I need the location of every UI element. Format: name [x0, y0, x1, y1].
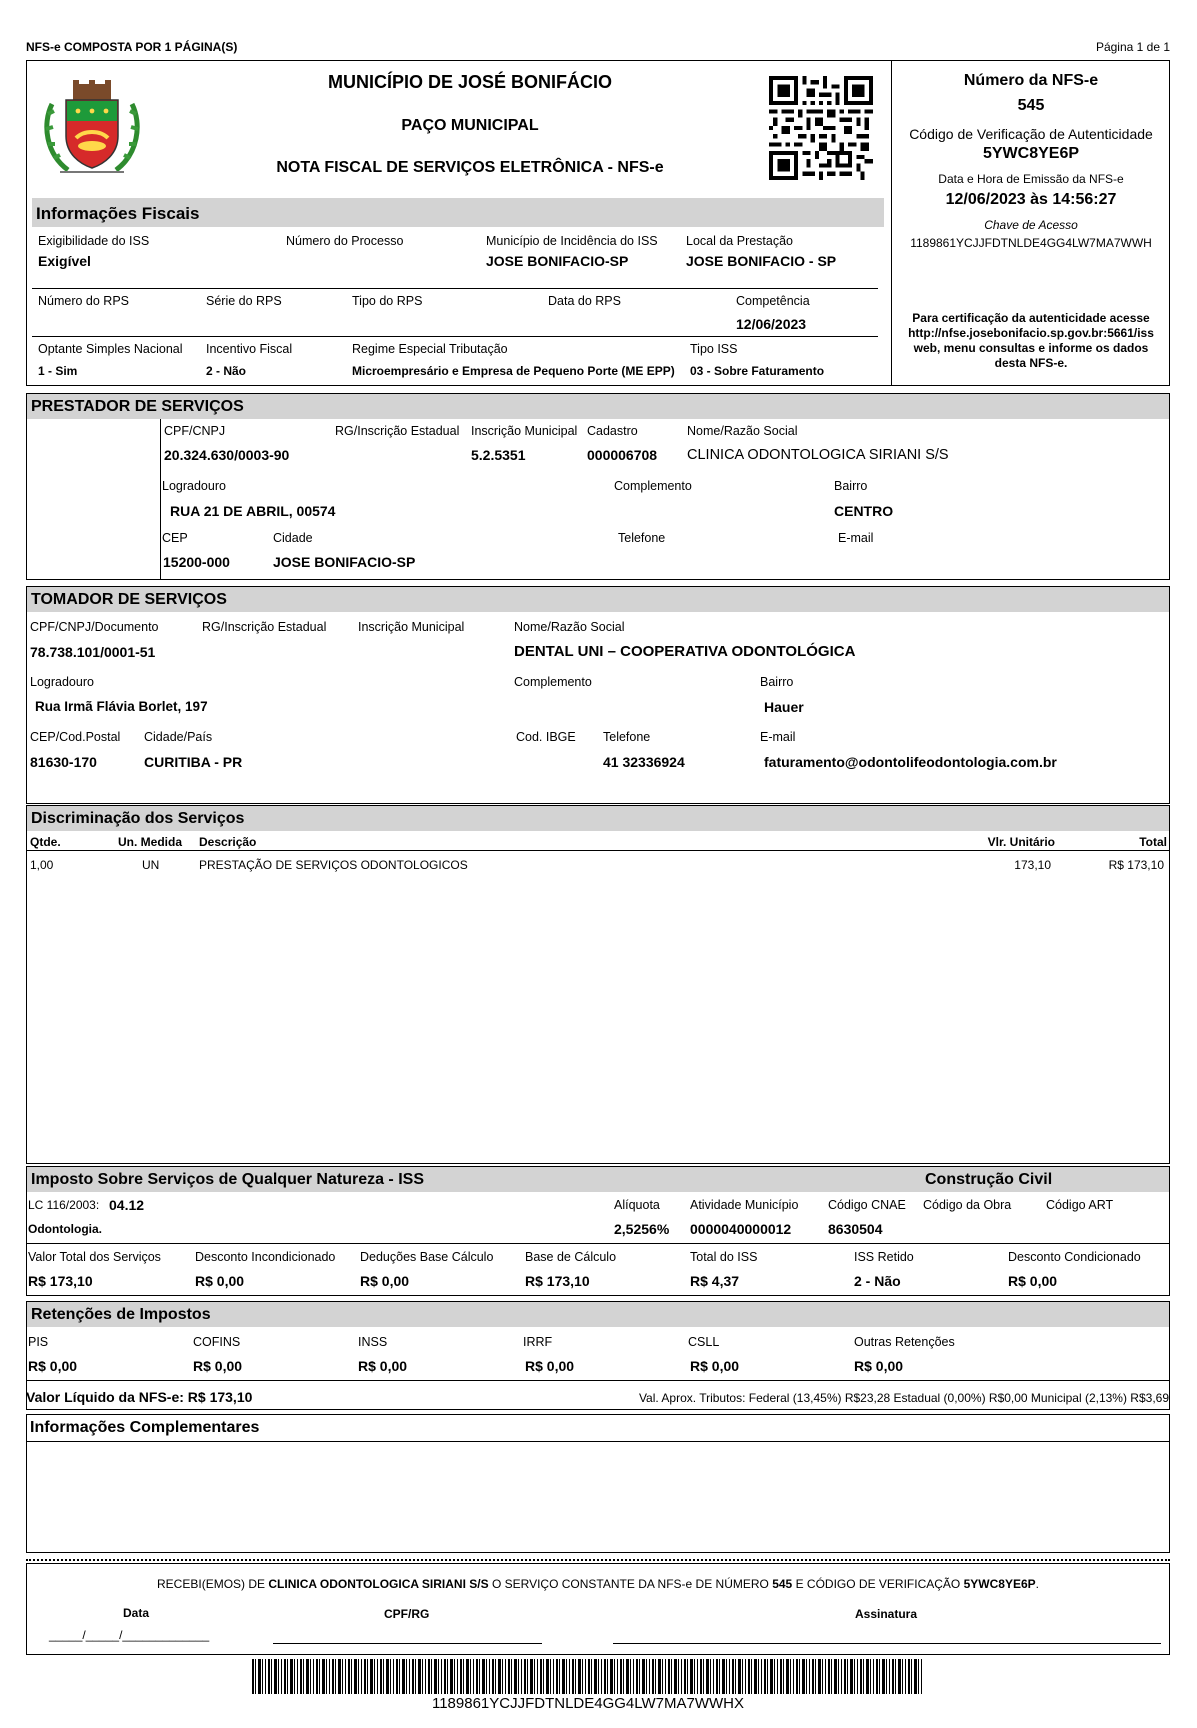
barcode-text: 1189861YCJJFDTNLDE4GG4LW7MA7WWHX	[431, 1695, 745, 1712]
rps-num-label: Número do RPS	[38, 294, 130, 308]
municipio-title: MUNICÍPIO DE JOSÉ BONIFÁCIO	[327, 72, 613, 92]
ret-label: ISS Retido	[854, 1250, 914, 1264]
prest-log-label: Logradouro	[162, 479, 226, 493]
prest-im-label: Inscrição Municipal	[471, 424, 578, 438]
tom-cidade-label: Cidade/País	[144, 730, 213, 744]
tom-bairro-value: Hauer	[764, 699, 804, 715]
page-composition: NFS-e COMPOSTA POR 1 PÁGINA(S)	[26, 40, 238, 54]
tiss-label: Total do ISS	[690, 1250, 758, 1264]
recibo-text: RECEBI(EMOS) DE CLINICA ODONTOLOGICA SIRIANI S/S O SERVIÇO CONSTANTE DA NFS-e DE NÚMERO 545 E CÓDIGO DE VERIFICAÇÃO 5YWC8YE6P.	[157, 1577, 1039, 1591]
rps-tipo-label: Tipo do RPS	[352, 294, 423, 308]
pis-value: R$ 0,00	[28, 1358, 78, 1374]
dc-label: Desconto Condicionado	[1008, 1250, 1141, 1264]
incentivo-value: 2 - Não	[206, 364, 247, 378]
competencia-value: 12/06/2023	[736, 316, 807, 332]
rps-data-label: Data do RPS	[548, 294, 621, 308]
tomador-title: TOMADOR DE SERVIÇOS	[27, 587, 1169, 612]
tom-tel-label: Telefone	[603, 730, 651, 744]
mun-inc-value: JOSE BONIFACIO-SP	[486, 253, 629, 269]
nfse-title: NOTA FISCAL DE SERVIÇOS ELETRÔNICA - NFS-e	[276, 159, 664, 176]
tom-nome-label: Nome/Razão Social	[514, 620, 625, 634]
prest-comp-label: Complemento	[614, 479, 692, 493]
recibo-cpf-field[interactable]	[273, 1643, 542, 1644]
regime-value: Microempresário e Empresa de Pequeno Porte (ME EPP)	[352, 364, 675, 378]
tom-rg-label: RG/Inscrição Estadual	[202, 620, 327, 634]
competencia-label: Competência	[736, 294, 810, 308]
exig-label: Exigibilidade do ISS	[38, 234, 150, 248]
retencoes-title: Retenções de Impostos	[27, 1302, 1169, 1327]
recibo-data-label: Data	[123, 1606, 150, 1620]
cnae-label: Código CNAE	[828, 1198, 906, 1212]
tiss-value: R$ 4,37	[690, 1273, 740, 1289]
prest-nome-label: Nome/Razão Social	[687, 424, 798, 438]
tributos-aprox: Val. Aprox. Tributos: Federal (13,45%) R$23,28 Estadual (0,00%) R$0,00 Municipal (2,13%) R$3,69	[638, 1391, 1169, 1405]
recibo-assinatura-label: Assinatura	[855, 1607, 918, 1621]
prest-rg-label: RG/Inscrição Estadual	[335, 424, 460, 438]
fiscal-info-title: Informações Fiscais	[32, 198, 884, 227]
lc-desc: Odontologia.	[28, 1222, 102, 1236]
prest-cad-value: 000006708	[587, 447, 658, 463]
ded-value: R$ 0,00	[360, 1273, 410, 1289]
base-label: Base de Cálculo	[525, 1250, 617, 1264]
servicos-title: Discriminação dos Serviços	[27, 806, 1169, 831]
ded-label: Deduções Base Cálculo	[360, 1250, 494, 1264]
prest-cidade-value: JOSE BONIFACIO-SP	[273, 554, 416, 570]
coat-of-arms-logo	[40, 74, 144, 178]
emission-datetime: 12/06/2023 às 14:56:27	[945, 191, 1117, 208]
local-value: JOSE BONIFACIO - SP	[686, 253, 837, 269]
tipoiss-label: Tipo ISS	[690, 342, 738, 356]
nfse-number: 545	[1017, 97, 1045, 114]
ativ-label: Atividade Município	[690, 1198, 799, 1212]
outras-label: Outras Retenções	[854, 1335, 955, 1349]
csll-label: CSLL	[688, 1335, 720, 1349]
prest-log-value: RUA 21 DE ABRIL, 00574	[170, 503, 336, 519]
prest-bairro-value: CENTRO	[834, 503, 894, 519]
cofins-label: COFINS	[193, 1335, 241, 1349]
vts-value: R$ 173,10	[28, 1273, 93, 1289]
prest-email-label: E-mail	[838, 531, 874, 545]
local-label: Local da Prestação	[686, 234, 794, 248]
qr-code[interactable]	[769, 76, 873, 180]
tipoiss-value: 03 - Sobre Faturamento	[690, 364, 825, 378]
tom-log-value: Rua Irmã Flávia Borlet, 197	[35, 699, 208, 714]
recibo-cpf-label: CPF/RG	[384, 1607, 430, 1621]
prest-im-value: 5.2.5351	[471, 447, 526, 463]
inss-label: INSS	[358, 1335, 388, 1349]
prest-cad-label: Cadastro	[587, 424, 638, 438]
tom-cep-label: CEP/Cod.Postal	[30, 730, 121, 744]
irrf-value: R$ 0,00	[525, 1358, 575, 1374]
prestador-title: PRESTADOR DE SERVIÇOS	[27, 394, 1169, 419]
complementares-title: Informações Complementares	[30, 1419, 260, 1436]
row-un: UN	[142, 858, 160, 872]
iss-title: Imposto Sobre Serviços de Qualquer Natureza - ISS	[27, 1167, 1169, 1192]
rps-serie-label: Série do RPS	[206, 294, 282, 308]
lc-value: 04.12	[109, 1197, 145, 1213]
pis-label: PIS	[28, 1335, 49, 1349]
col-un: Un. Medida	[118, 835, 183, 849]
csll-value: R$ 0,00	[690, 1358, 740, 1374]
outras-value: R$ 0,00	[854, 1358, 904, 1374]
recibo-data-field[interactable]: _____/_____/_____________	[49, 1628, 210, 1642]
art-label: Código ART	[1046, 1198, 1114, 1212]
exig-value: Exigível	[38, 253, 91, 269]
construcao-civil-title: Construção Civil	[925, 1171, 1053, 1188]
aliq-value: 2,5256%	[614, 1221, 670, 1237]
paco-title: PAÇO MUNICIPAL	[401, 117, 539, 134]
simples-label: Optante Simples Nacional	[38, 342, 183, 356]
tom-doc-value: 78.738.101/0001-51	[30, 644, 156, 660]
row-vu: 173,10	[1014, 858, 1051, 872]
prest-cep-value: 15200-000	[163, 554, 230, 570]
tom-cep-value: 81630-170	[30, 754, 97, 770]
col-total: Total	[1139, 835, 1167, 849]
prest-tel-label: Telefone	[618, 531, 666, 545]
regime-label: Regime Especial Tributação	[352, 342, 508, 356]
page-number: Página 1 de 1	[1095, 40, 1170, 54]
prest-cidade-label: Cidade	[273, 531, 313, 545]
prest-bairro-label: Bairro	[834, 479, 868, 493]
tomador-frame	[26, 586, 1170, 804]
di-value: R$ 0,00	[195, 1273, 245, 1289]
tom-doc-label: CPF/CNPJ/Documento	[30, 620, 159, 634]
cut-line	[26, 1559, 1170, 1561]
row-total: R$ 173,10	[1108, 858, 1164, 872]
recibo-assinatura-field[interactable]	[613, 1643, 1161, 1644]
tom-email-label: E-mail	[760, 730, 796, 744]
col-qtde: Qtde.	[30, 835, 61, 849]
tom-bairro-label: Bairro	[760, 675, 794, 689]
inss-value: R$ 0,00	[358, 1358, 408, 1374]
verification-code: 5YWC8YE6P	[982, 145, 1080, 162]
di-label: Desconto Incondicionado	[195, 1250, 336, 1264]
vts-label: Valor Total dos Serviços	[28, 1250, 161, 1264]
aliq-label: Alíquota	[614, 1198, 660, 1212]
cnae-value: 8630504	[828, 1221, 883, 1237]
certification-text: Para certificação da autenticidade acesse http://nfse.josebonifacio.sp.gov.br:5661/iss web, menu consultas e informe os dados desta NFS-e.	[908, 311, 1154, 370]
tom-tel-value: 41 32336924	[603, 754, 685, 770]
tom-comp-label: Complemento	[514, 675, 592, 689]
base-value: R$ 173,10	[525, 1273, 590, 1289]
prest-nome-value: CLINICA ODONTOLOGICA SIRIANI S/S	[687, 447, 949, 463]
col-desc: Descrição	[199, 835, 257, 849]
prest-cnpj-value: 20.324.630/0003-90	[164, 447, 290, 463]
cofins-value: R$ 0,00	[193, 1358, 243, 1374]
verification-code-label: Código de Verificação de Autenticidade	[909, 126, 1153, 142]
access-key-label: Chave de Acesso	[984, 218, 1078, 232]
prest-cep-label: CEP	[162, 531, 188, 545]
processo-label: Número do Processo	[286, 234, 404, 248]
nfse-number-label: Número da NFS-e	[963, 72, 1099, 89]
prest-cnpj-label: CPF/CNPJ	[164, 424, 226, 438]
tom-log-label: Logradouro	[30, 675, 94, 689]
row-desc: PRESTAÇÃO DE SERVIÇOS ODONTOLOGICOS	[199, 858, 468, 872]
tom-cidade-value: CURITIBA - PR	[144, 754, 243, 770]
dc-value: R$ 0,00	[1008, 1273, 1058, 1289]
obra-label: Código da Obra	[923, 1198, 1012, 1212]
col-vu: Vlr. Unitário	[987, 835, 1055, 849]
lc-label: LC 116/2003:	[28, 1198, 100, 1212]
row-qtde: 1,00	[30, 858, 54, 872]
servicos-frame	[26, 805, 1170, 1164]
access-key: 1189861YCJJFDTNLDE4GG4LW7MA7WWH	[910, 236, 1152, 250]
barcode	[252, 1659, 924, 1694]
ativ-value: 0000040000012	[690, 1221, 792, 1237]
irrf-label: IRRF	[523, 1335, 553, 1349]
ret-value: 2 - Não	[854, 1273, 901, 1289]
incentivo-label: Incentivo Fiscal	[206, 342, 293, 356]
tom-im-label: Inscrição Municipal	[358, 620, 465, 634]
tom-email-value: faturamento@odontolifeodontologia.com.br	[764, 754, 1057, 770]
tom-nome-value: DENTAL UNI – COOPERATIVA ODONTOLÓGICA	[514, 643, 856, 660]
simples-value: 1 - Sim	[38, 364, 78, 378]
tom-ibge-label: Cod. IBGE	[516, 730, 576, 744]
mun-inc-label: Município de Incidência do ISS	[486, 234, 658, 248]
emission-label: Data e Hora de Emissão da NFS-e	[938, 172, 1124, 186]
valor-liquido: Valor Líquido da NFS-e: R$ 173,10	[26, 1389, 253, 1405]
